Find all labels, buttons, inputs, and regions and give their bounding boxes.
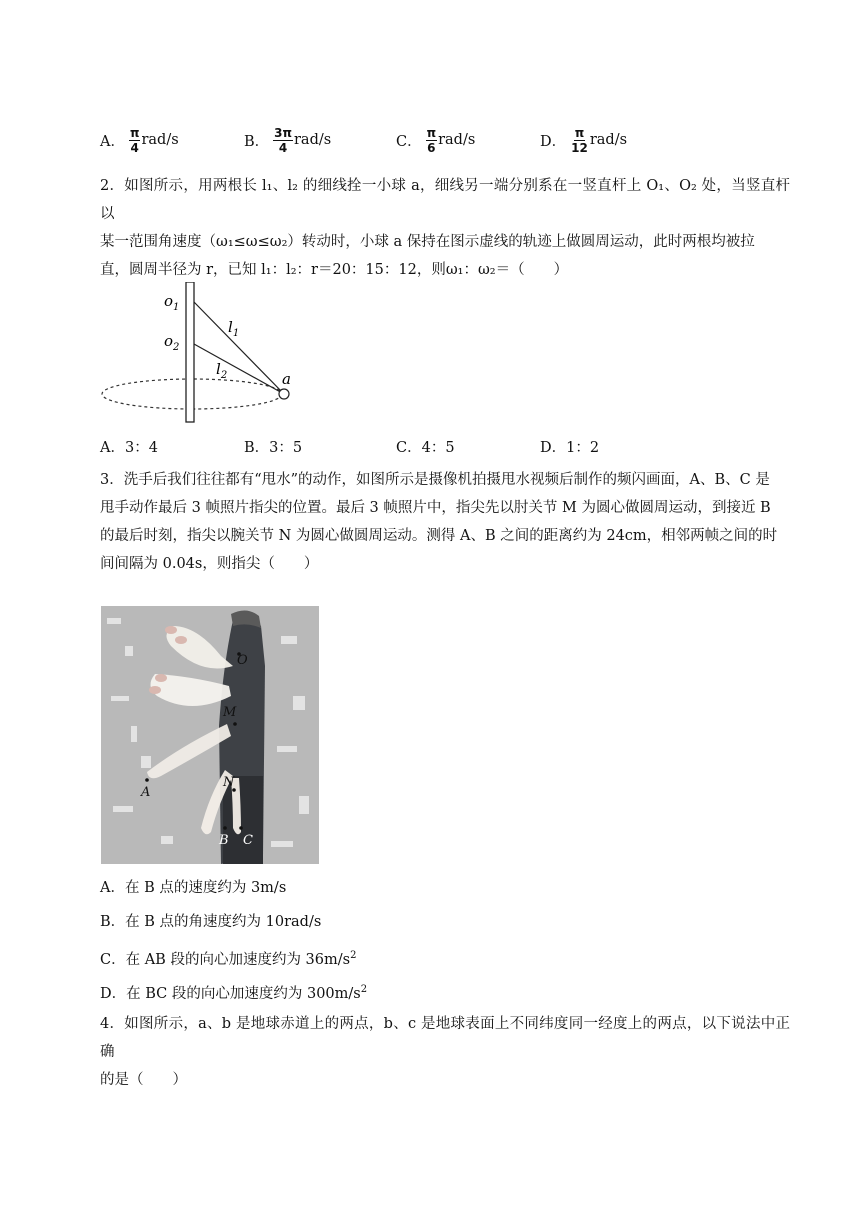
- fraction: [570, 127, 589, 154]
- label-m: M: [223, 705, 237, 720]
- q2-option-c[interactable]: C．4：5: [396, 440, 455, 456]
- fraction-denominator: 12: [571, 140, 588, 155]
- q4-line-1: 4．如图所示，a、b 是地球赤道上的两点，b、c 是地球表面上不同纬度同一经度上的两点，以下说法中正确: [100, 1016, 790, 1060]
- label-n: N: [223, 775, 235, 790]
- label-o: O: [237, 653, 248, 668]
- q4-line-2: 的是（ ）: [100, 1072, 187, 1088]
- q2-figure-rod-ball: [100, 282, 300, 424]
- point-m: [233, 722, 237, 726]
- option-letter: A．: [100, 133, 125, 150]
- fraction-denominator: 4: [130, 140, 139, 155]
- q3-choice-c[interactable]: [100, 944, 356, 972]
- choice-sup: 2: [360, 984, 368, 995]
- fraction-denominator: 6: [427, 140, 436, 155]
- fraction: [129, 127, 141, 154]
- label-l2: $l_2$: [216, 360, 228, 381]
- label-b: B: [219, 833, 229, 848]
- q1-option-b[interactable]: [244, 120, 331, 160]
- string-l1: [194, 302, 284, 394]
- point-c: [239, 826, 243, 830]
- q2-options: [100, 434, 780, 462]
- point-a: [145, 778, 149, 782]
- option-letter: D．: [540, 133, 567, 150]
- label-o1: $o_1$: [164, 292, 180, 313]
- q3-text: [100, 466, 790, 578]
- fraction-numerator: 3π: [274, 125, 292, 140]
- q3-choice-b[interactable]: B．在 B 点的角速度约为 10rad/s: [100, 914, 322, 930]
- point-b: [223, 826, 227, 830]
- q4-text: [100, 1010, 790, 1094]
- q2-line-3: 直，圆周半径为 r，已知 l₁：l₂：r＝20：15：12，则ω₁：ω₂＝（ ）: [100, 262, 569, 278]
- q1-option-d[interactable]: [540, 120, 627, 160]
- option-unit: rad/s: [141, 132, 179, 148]
- choice-sup: 2: [350, 950, 357, 961]
- q1-options: [100, 120, 780, 160]
- q2-line-2: 某一范围角速度（ω₁≤ω≤ω₂）转动时，小球 a 保持在图示虚线的轨迹上做圆周运动，此时两根均被拉: [100, 234, 755, 250]
- q2-text: [100, 172, 790, 284]
- string-l2: [194, 344, 284, 394]
- option-unit: rad/s: [438, 132, 476, 148]
- label-c: C: [243, 833, 253, 848]
- choice-text: D．在 BC 段的向心加速度约为 300m/s: [100, 985, 361, 1002]
- q3-line-4: 间间隔为 0.04s，则指尖（ ）: [100, 556, 319, 572]
- label-a: a: [282, 370, 291, 388]
- fraction-numerator: π: [574, 125, 585, 140]
- q2-option-a[interactable]: A．3：4: [100, 440, 158, 456]
- q2-line-1: 2．如图所示，用两根长 l₁、l₂ 的细线拴一小球 a，细线另一端分别系在一竖直杆上 O₁、O₂ 处，当竖直杆以: [100, 178, 790, 222]
- choice-text: C．在 AB 段的向心加速度约为 36m/s: [100, 951, 351, 968]
- q1-option-a[interactable]: [100, 120, 179, 160]
- option-unit: rad/s: [294, 132, 332, 148]
- q3-line-1: 3．洗手后我们往往都有“甩水”的动作，如图所示是摄像机拍摄甩水视频后制作的频闪画面，A、B、C 是: [100, 472, 770, 488]
- q3-choice-d[interactable]: [100, 978, 367, 1006]
- fraction-denominator: 4: [278, 140, 288, 155]
- q2-option-d[interactable]: D．1：2: [540, 440, 600, 456]
- fraction: [273, 127, 293, 154]
- option-letter: C．: [396, 133, 422, 150]
- option-unit: rad/s: [589, 132, 628, 148]
- fraction-numerator: π: [129, 125, 140, 140]
- q1-option-c[interactable]: [396, 120, 475, 160]
- q3-line-2: 甩手动作最后 3 帧照片指尖的位置。最后 3 帧照片中，指尖先以肘关节 M 为圆心做圆周运动，到接近 B: [100, 500, 771, 516]
- vertical-rod: [186, 282, 194, 422]
- option-letter: B．: [244, 133, 270, 150]
- q3-line-3: 的最后时刻，指尖以腕关节 N 为圆心做圆周运动。测得 A、B 之间的距离约为 24cm，相邻两帧之间的时: [100, 528, 778, 544]
- label-a-point: A: [141, 785, 151, 800]
- label-o2: $o_2$: [164, 332, 180, 353]
- label-l1: $l_1$: [228, 318, 240, 339]
- q3-choice-a[interactable]: A．在 B 点的速度约为 3m/s: [100, 880, 287, 896]
- ball-a: [279, 389, 289, 399]
- q2-option-b[interactable]: B．3：5: [244, 440, 303, 456]
- fraction-numerator: π: [426, 125, 437, 140]
- fraction: [426, 127, 438, 154]
- q3-strobe-photo: [101, 606, 319, 864]
